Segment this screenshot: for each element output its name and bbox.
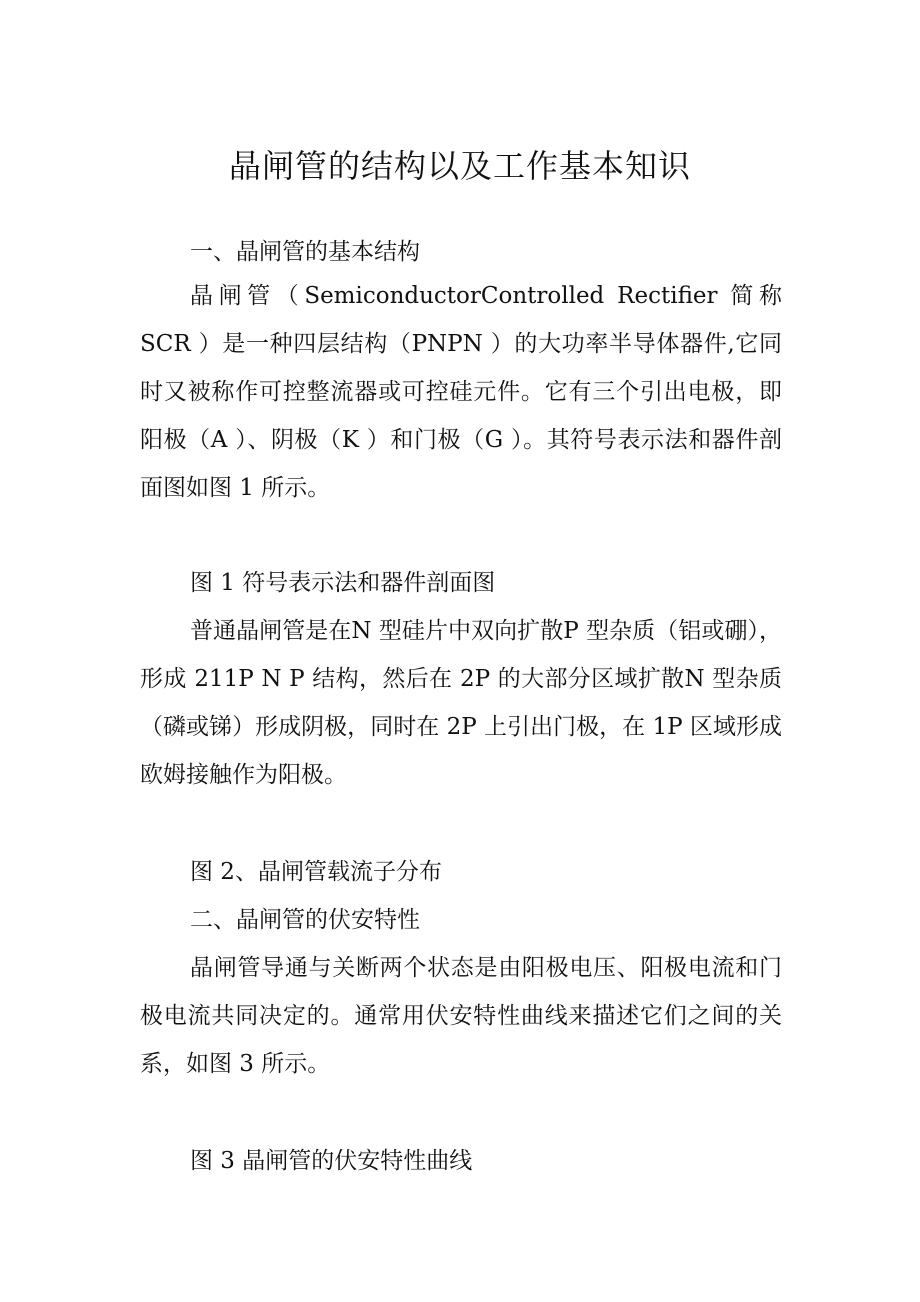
paragraph-scr-definition: 晶闸管（SemiconductorControlled Rectifier 简称SCR ）是一种四层结构（PNPN ）的大功率半导体器件,它同时又被称作可控整流器或可控硅元件。它有三个引出电极，即阳极（A ）、阴极（K ）和门极（G ）。其符号表示法和器件剖面图如图 1 所示。 — [140, 283, 782, 501]
document-title: 晶闸管的结构以及工作基本知识 — [228, 147, 691, 185]
paragraph-scr-fabrication: 普通晶闸管是在N 型硅片中双向扩散P 型杂质（铝或硼），形成 211P N P 结构，然后在 2P 的大部分区域扩散N 型杂质（磷或锑）形成阴极，同时在 2P 上引出门极，在 1P 区域形成欧姆接触作为阳极。 — [140, 618, 782, 788]
figure-3-caption: 图 3 晶闸管的伏安特性曲线 — [190, 1148, 473, 1174]
figure-2-caption: 图 2、晶闸管载流子分布 — [190, 859, 442, 885]
figure-1-caption: 图 1 符号表示法和器件剖面图 — [190, 570, 496, 596]
paragraph-iv-description: 晶闸管导通与关断两个状态是由阳极电压、阳极电流和门极电流共同决定的。通常用伏安特性曲线来描述它们之间的关系，如图 3 所示。 — [140, 955, 782, 1077]
section-heading-basic-structure: 一、晶闸管的基本结构 — [190, 239, 420, 265]
section-heading-iv-characteristics: 二、晶闸管的伏安特性 — [190, 907, 420, 933]
